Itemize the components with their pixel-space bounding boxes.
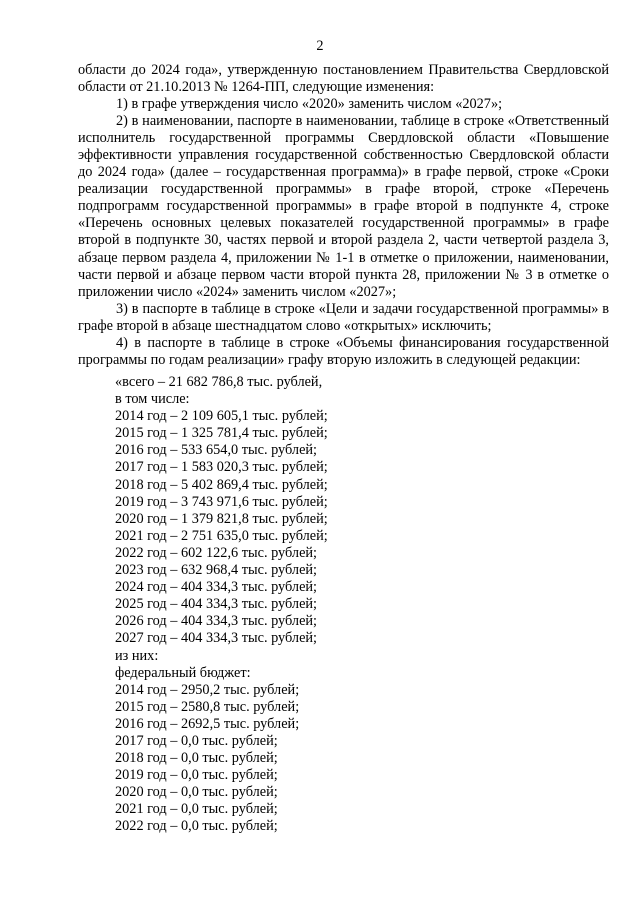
paragraph-item-4: 4) в паспорте в таблице в строке «Объемы финансирования государственной программы по годам реализации» графу вторую изложить в следующей редакции: [78,334,609,368]
funding-list-line: 2019 год – 3 743 971,6 тыс. рублей; [115,493,328,510]
funding-list-line: из них: [115,647,159,664]
funding-list-line: 2014 год – 2950,2 тыс. рублей; [115,681,300,698]
funding-list-line: 2026 год – 404 334,3 тыс. рублей; [115,613,318,630]
funding-list-line: 2016 год – 2692,5 тыс. рублей; [115,715,300,732]
funding-list-line: 2018 год – 5 402 869,4 тыс. рублей; [115,476,328,493]
funding-list-line: федеральный бюджет: [115,664,251,681]
funding-list-line: 2021 год – 2 751 635,0 тыс. рублей; [115,527,328,544]
funding-list-line: 2025 год – 404 334,3 тыс. рублей; [115,596,318,613]
funding-list-line: 2022 год – 602 122,6 тыс. рублей; [115,544,318,561]
funding-list-line: 2019 год – 0,0 тыс. рублей; [115,767,278,784]
funding-list-line: 2023 год – 632 968,4 тыс. рублей; [115,562,318,579]
document-body [78,62,609,369]
page-number: 2 [316,38,324,54]
paragraph-item-2: 2) в наименовании, паспорте в наименовании, таблице в строке «Ответственный исполнитель государственной программы Свердловской области «Повышение эффективности управления государственной собственностью Свердловской области до 2024 года» (далее – государственная программа)» в графе первой, строке «Сроки реализации государственной программы» в графе второй, строке «Перечень подпрограмм государственной программы» в графе второй в подпункте 4, строке «Перечень основных целевых показателей государственной программы» в графе второй в подпункте 30, частях первой и второй раздела 2, части четвертой раздела 3, абзаце первом раздела 4, приложении № 1-1 в отметке о приложении, наименовании, части первой и абзаце первом части второй пункта 28, приложении № 3 в отметке о приложении число «2024» заменить числом «2027»; [78,113,609,300]
funding-list-line: 2015 год – 1 325 781,4 тыс. рублей; [115,425,328,442]
paragraph-intro: области до 2024 года», утвержденную постановлением Правительства Свердловской области от 21.10.2013 № 1264-ПП, следующие изменения: [78,62,609,96]
funding-list-line: 2024 год – 404 334,3 тыс. рублей; [115,579,318,596]
funding-list-line: 2017 год – 0,0 тыс. рублей; [115,732,278,749]
paragraph-item-3: 3) в паспорте в таблице в строке «Цели и задачи государственной программы» в графе второй в абзаце шестнадцатом слово «открытых» исключить; [78,300,609,334]
funding-list-line: 2022 год – 0,0 тыс. рублей; [115,818,278,835]
funding-list-line: в том числе: [115,391,190,408]
funding-list-line: 2027 год – 404 334,3 тыс. рублей; [115,630,318,647]
paragraph-item-1: 1) в графе утверждения число «2020» заменить числом «2027»; [116,96,503,113]
funding-list-line: 2020 год – 0,0 тыс. рублей; [115,784,278,801]
funding-list-line: 2014 год – 2 109 605,1 тыс. рублей; [115,408,328,425]
funding-list-line: 2021 год – 0,0 тыс. рублей; [115,801,278,818]
funding-list-line: «всего – 21 682 786,8 тыс. рублей, [115,374,323,390]
funding-list-line: 2020 год – 1 379 821,8 тыс. рублей; [115,510,328,527]
funding-list-line: 2016 год – 533 654,0 тыс. рублей; [115,442,318,459]
funding-list [115,374,328,836]
funding-list-line: 2015 год – 2580,8 тыс. рублей; [115,698,300,715]
funding-list-line: 2017 год – 1 583 020,3 тыс. рублей; [115,459,328,476]
funding-list-line: 2018 год – 0,0 тыс. рублей; [115,750,278,767]
